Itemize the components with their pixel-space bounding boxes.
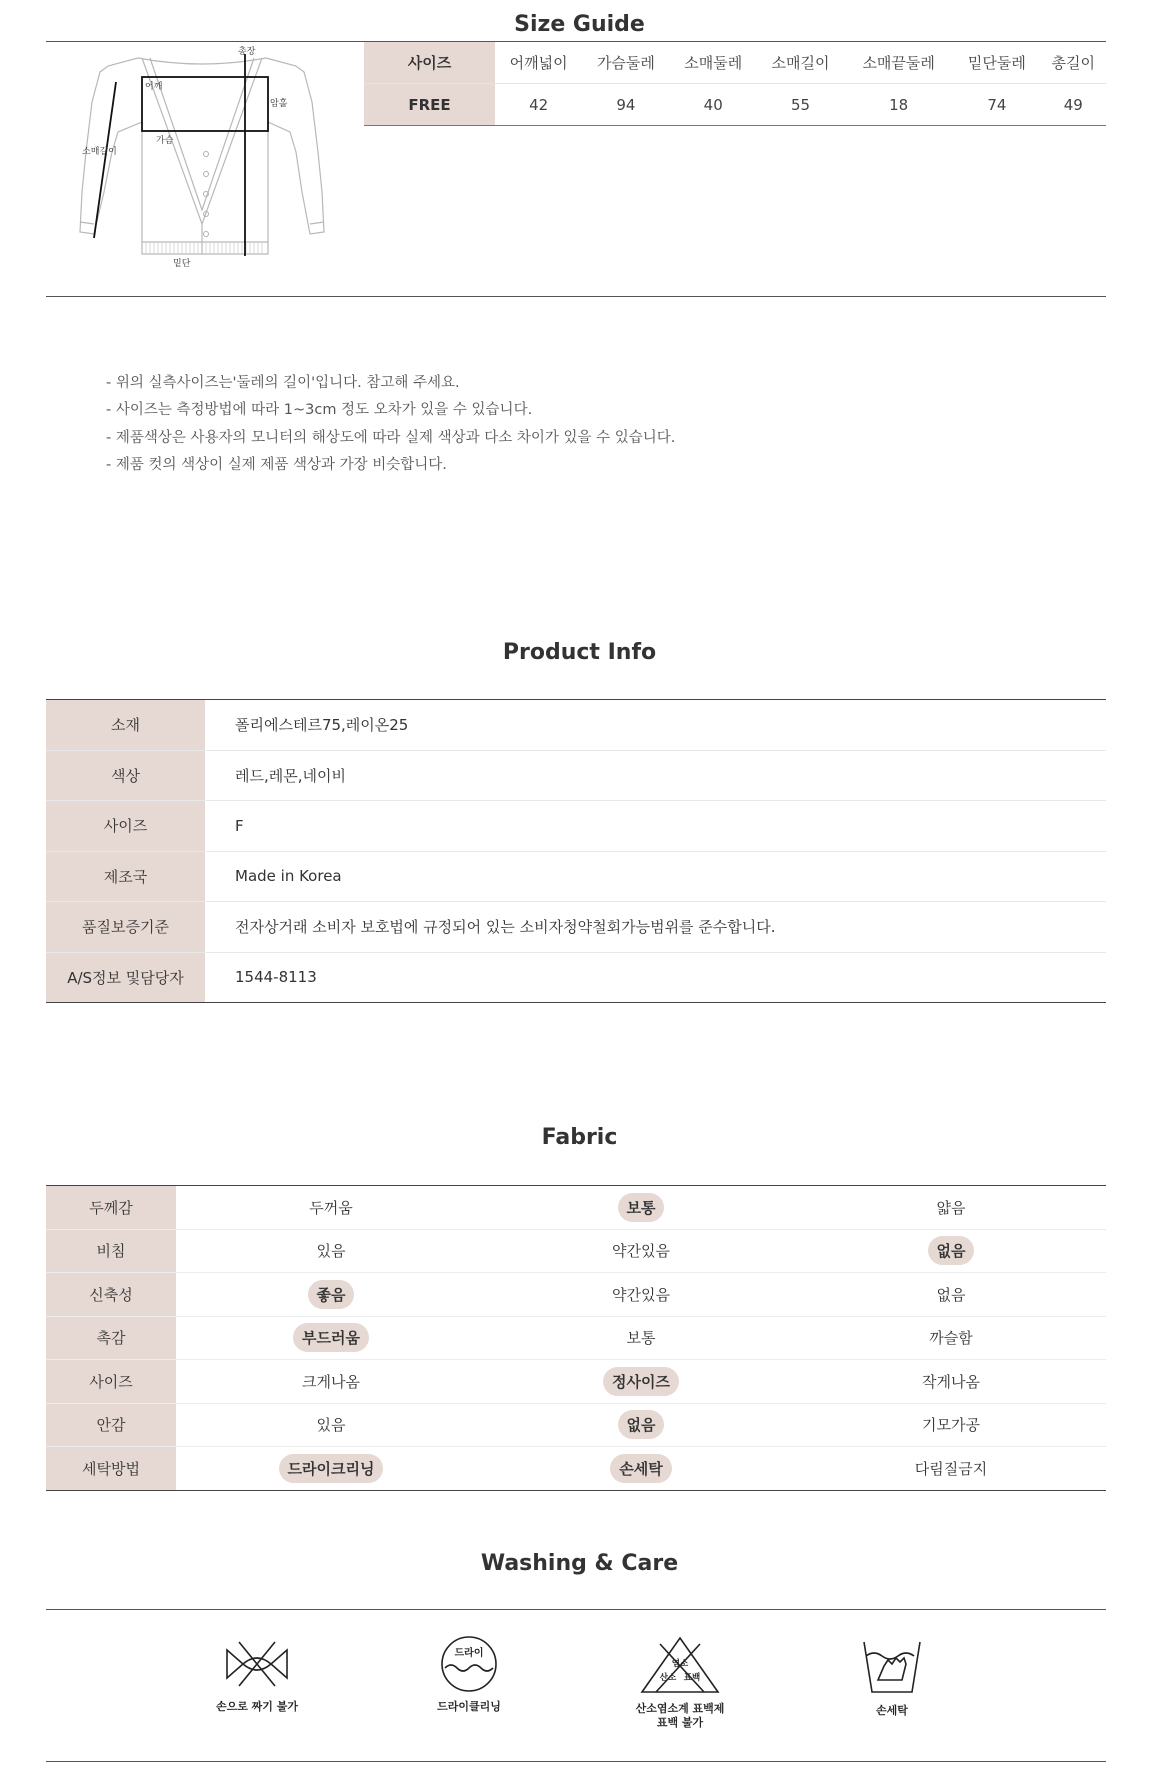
label-shoulder: 어깨 xyxy=(145,82,163,92)
no-bleach-icon-text-chlorine: 염소 xyxy=(671,1659,689,1669)
fabric-row xyxy=(46,1447,1106,1491)
care-label: 산소염소계 표백제 표백 불가 xyxy=(635,1702,725,1729)
fabric-option-cell xyxy=(176,1273,486,1317)
fabric-row-label: 사이즈 xyxy=(46,1360,176,1404)
fabric-option-cell xyxy=(796,1360,1106,1404)
size-header-cell: 소매둘레 xyxy=(670,42,757,84)
product-info-label: 색상 xyxy=(46,750,205,801)
care-label: 손세탁 xyxy=(876,1704,908,1717)
size-value-cell: 74 xyxy=(953,84,1040,126)
care-label: 드라이클리닝 xyxy=(437,1700,501,1713)
product-info-row xyxy=(46,952,1106,1003)
size-header-cell: 가슴둘레 xyxy=(582,42,669,84)
fabric-row xyxy=(46,1316,1106,1360)
size-notes xyxy=(106,370,675,479)
fabric-option-cell xyxy=(796,1229,1106,1273)
fabric-option-selected: 보통 xyxy=(618,1193,665,1222)
product-info-row xyxy=(46,700,1106,751)
size-value-cell: 42 xyxy=(495,84,582,126)
size-row-label: FREE xyxy=(364,84,495,126)
fabric-option: 있음 xyxy=(316,1242,346,1261)
fabric-table xyxy=(46,1185,1106,1491)
fabric-row xyxy=(46,1273,1106,1317)
product-info-value: 레드,레몬,네이비 xyxy=(205,750,1106,801)
product-info-value: Made in Korea xyxy=(205,851,1106,902)
care-item-no-wringing xyxy=(177,1634,337,1714)
dry-cleaning-icon-text: 드라이 xyxy=(454,1648,484,1659)
fabric-option: 기모가공 xyxy=(922,1416,980,1435)
fabric-option-cell xyxy=(486,1316,796,1360)
fabric-option-cell xyxy=(176,1360,486,1404)
product-info-label: 사이즈 xyxy=(46,801,205,852)
care-item-no-bleach xyxy=(600,1634,760,1730)
note-item: - 사이즈는 측정방법에 따라 1~3cm 정도 오차가 있을 수 있습니다. xyxy=(106,402,533,419)
fabric-option-cell xyxy=(796,1273,1106,1317)
fabric-option-cell xyxy=(796,1403,1106,1447)
fabric-option-cell xyxy=(486,1360,796,1404)
fabric-row xyxy=(46,1403,1106,1447)
label-sleeve-length: 소매길이 xyxy=(82,147,117,157)
care-item-dry-cleaning xyxy=(389,1634,549,1714)
fabric-option-selected: 손세탁 xyxy=(610,1454,671,1483)
fabric-option-cell xyxy=(486,1403,796,1447)
fabric-option-selected: 드라이크리닝 xyxy=(279,1454,384,1483)
no-bleach-icon-text-oxygen: 산소 xyxy=(659,1673,677,1683)
product-info-label: 제조국 xyxy=(46,851,205,902)
fabric-option-cell xyxy=(486,1447,796,1491)
fabric-row-label: 안감 xyxy=(46,1403,176,1447)
fabric-option-cell xyxy=(486,1229,796,1273)
size-value-cell: 94 xyxy=(582,84,669,126)
size-table-row xyxy=(364,84,1106,126)
label-total-length: 총장 xyxy=(238,47,256,57)
fabric-row xyxy=(46,1186,1106,1230)
care-item-hand-wash xyxy=(812,1634,972,1718)
fabric-option-cell xyxy=(176,1316,486,1360)
fabric-row-label: 세탁방법 xyxy=(46,1447,176,1491)
fabric-option: 다림질금지 xyxy=(914,1459,988,1478)
size-value-cell: 40 xyxy=(670,84,757,126)
dry-cleaning-icon xyxy=(429,1634,509,1694)
product-info-title: Product Info xyxy=(502,640,657,665)
fabric-option-cell xyxy=(796,1186,1106,1230)
fabric-option: 크게나옴 xyxy=(302,1372,360,1391)
fabric-option-cell xyxy=(176,1447,486,1491)
fabric-option-cell xyxy=(176,1403,486,1447)
product-info-value: 전자상거래 소비자 보호법에 규정되어 있는 소비자청약철회가능범위를 준수합니다. xyxy=(205,902,1106,953)
note-item: - 제품색상은 사용자의 모니터의 해상도에 따라 실제 색상과 다소 차이가 있을 수 있습니다. xyxy=(106,429,676,446)
fabric-option-cell xyxy=(796,1447,1106,1491)
note-item: - 위의 실측사이즈는'둘레의 길이'입니다. 참고해 주세요. xyxy=(106,375,460,391)
fabric-row xyxy=(46,1229,1106,1273)
product-info-label: 소재 xyxy=(46,700,205,751)
product-info-row xyxy=(46,902,1106,953)
fabric-option-selected: 정사이즈 xyxy=(603,1367,679,1396)
washing-care-title: Washing & Care xyxy=(480,1551,679,1576)
fabric-option: 보통 xyxy=(626,1329,656,1348)
product-info-value: F xyxy=(205,801,1106,852)
fabric-option-selected: 좋음 xyxy=(308,1280,355,1309)
hand-wash-icon xyxy=(852,1634,932,1698)
washing-care-top-rule xyxy=(46,1609,1106,1610)
no-bleach-icon-text-bleach: 표백 xyxy=(683,1673,701,1683)
fabric-row-label: 두께감 xyxy=(46,1186,176,1230)
fabric-option: 얇음 xyxy=(936,1198,966,1217)
product-info-row xyxy=(46,851,1106,902)
fabric-option-cell xyxy=(486,1273,796,1317)
size-header-cell: 소매끝둘레 xyxy=(844,42,953,84)
size-header-cell: 밑단둘레 xyxy=(953,42,1040,84)
fabric-row-label: 신축성 xyxy=(46,1273,176,1317)
product-info-row xyxy=(46,750,1106,801)
size-table xyxy=(364,42,1106,126)
label-chest: 가슴 xyxy=(156,136,174,146)
size-value-cell: 49 xyxy=(1041,84,1107,126)
label-hem: 밑단 xyxy=(173,259,191,269)
fabric-row-label: 촉감 xyxy=(46,1316,176,1360)
fabric-option: 두꺼움 xyxy=(309,1198,353,1217)
fabric-title: Fabric xyxy=(541,1125,618,1150)
cardigan-illustration xyxy=(46,42,364,296)
fabric-row-label: 비침 xyxy=(46,1229,176,1273)
fabric-option: 약간있음 xyxy=(612,1285,670,1304)
product-info-label: A/S정보 및담당자 xyxy=(46,952,205,1003)
care-label: 손으로 짜기 불가 xyxy=(215,1700,299,1713)
product-info-value: 폴리에스테르75,레이온25 xyxy=(205,700,1106,751)
washing-care-bottom-rule xyxy=(46,1761,1106,1762)
product-info-label: 품질보증기준 xyxy=(46,902,205,953)
size-header-cell: 사이즈 xyxy=(364,42,495,84)
size-table-header xyxy=(364,42,1106,84)
fabric-option: 약간있음 xyxy=(612,1242,670,1261)
fabric-row xyxy=(46,1360,1106,1404)
fabric-option: 없음 xyxy=(936,1285,966,1304)
size-value-cell: 18 xyxy=(844,84,953,126)
size-guide-bottom-rule xyxy=(46,296,1106,297)
size-header-cell: 어깨넓이 xyxy=(495,42,582,84)
fabric-option: 까슬함 xyxy=(929,1329,973,1348)
size-value-cell: 55 xyxy=(757,84,844,126)
fabric-option-selected: 부드러움 xyxy=(293,1323,369,1352)
size-header-cell: 총길이 xyxy=(1041,42,1107,84)
size-header-cell: 소매길이 xyxy=(757,42,844,84)
label-armhole: 암홀 xyxy=(270,99,288,109)
note-item: - 제품 컷의 색상이 실제 제품 색상과 가장 비슷합니다. xyxy=(106,456,447,473)
fabric-option-cell xyxy=(176,1229,486,1273)
product-info-row xyxy=(46,801,1106,852)
fabric-option-cell xyxy=(176,1186,486,1230)
fabric-option: 있음 xyxy=(316,1416,346,1435)
fabric-option-cell xyxy=(486,1186,796,1230)
fabric-option: 작게나옴 xyxy=(922,1372,980,1391)
product-info-value: 1544-8113 xyxy=(235,968,317,987)
fabric-option-selected: 없음 xyxy=(928,1236,975,1265)
no-bleach-icon xyxy=(638,1634,722,1696)
fabric-option-selected: 없음 xyxy=(618,1410,665,1439)
cardigan-drawing xyxy=(46,42,364,296)
size-guide-title: Size Guide xyxy=(514,12,645,37)
product-info-table xyxy=(46,699,1106,1003)
no-wringing-icon xyxy=(217,1634,297,1694)
fabric-option-cell xyxy=(796,1316,1106,1360)
